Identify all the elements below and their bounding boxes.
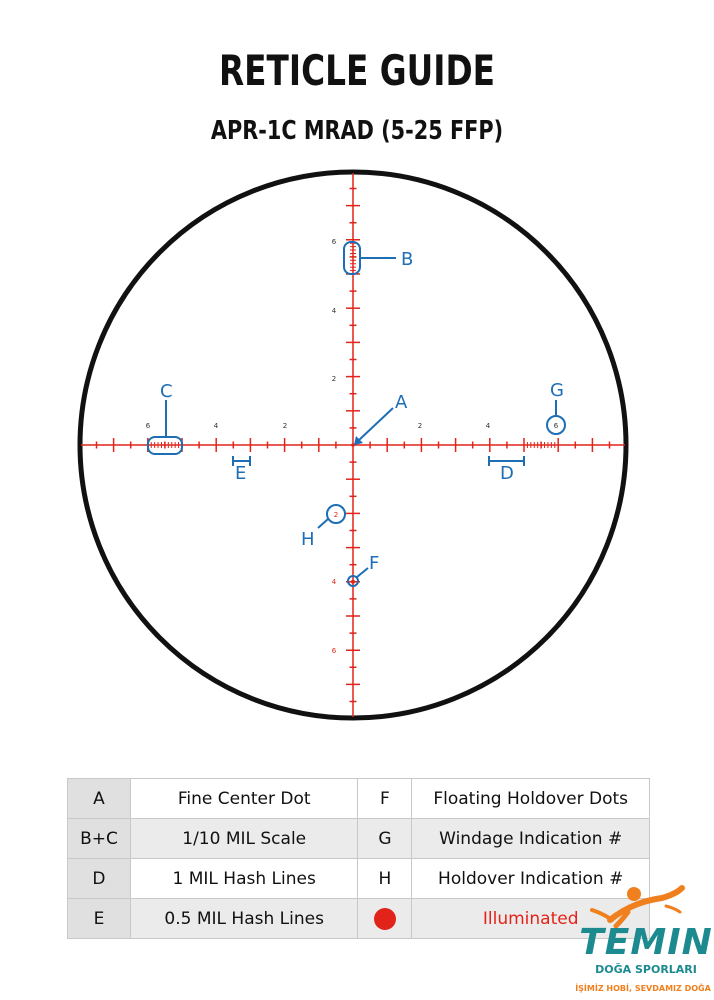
legend-key: A	[68, 779, 131, 819]
callout-a-leader	[358, 408, 393, 441]
legend-table	[67, 778, 650, 939]
legend-row	[68, 779, 650, 819]
scale-label-top-4: 4	[331, 307, 337, 315]
legend-description: 1/10 MIL Scale	[130, 819, 358, 859]
scale-label-left-4: 4	[213, 422, 219, 430]
illuminated-dot-cell	[358, 899, 412, 939]
windage-indicator-number: 6	[553, 422, 559, 430]
scale-label-top-2: 2	[331, 375, 337, 383]
callout-f-leader	[357, 568, 368, 577]
callout-letter-d: D	[500, 463, 514, 484]
callout-letter-g: G	[550, 380, 564, 401]
floating-holdover-dot	[351, 580, 355, 584]
callout-letter-h: H	[301, 529, 315, 550]
legend-description: Fine Center Dot	[130, 779, 358, 819]
logo-name: TEMIN	[579, 922, 713, 963]
callout-letter-f: F	[369, 553, 380, 574]
scale-label-left-2: 2	[282, 422, 288, 430]
callout-h-leader	[318, 519, 328, 528]
callout-letter-c: C	[160, 381, 173, 402]
page-title: RETICLE GUIDE	[218, 46, 496, 95]
scale-label-bottom-4: 4	[331, 578, 337, 586]
legend-description: 0.5 MIL Hash Lines	[130, 899, 358, 939]
legend-key: D	[68, 859, 131, 899]
legend-row	[68, 859, 650, 899]
scale-label-top-6: 6	[331, 238, 337, 246]
legend-row	[68, 819, 650, 859]
legend-key: E	[68, 899, 131, 939]
scale-label-bottom-6: 6	[331, 647, 337, 655]
legend-key: B+C	[68, 819, 131, 859]
callout-letter-b: B	[401, 249, 414, 270]
reticle-model-subtitle: APR-1C MRAD (5-25 FFP)	[210, 116, 504, 146]
callout-letters	[160, 249, 564, 574]
legend-description: Holdover Indication #	[412, 859, 650, 899]
callouts	[145, 242, 565, 586]
legend-key: F	[358, 779, 412, 819]
legend-description: 1 MIL Hash Lines	[130, 859, 358, 899]
logo-subtitle: DOĞA SPORLARI	[595, 963, 697, 976]
legend-description: Illuminated	[412, 899, 650, 939]
legend-key: H	[358, 859, 412, 899]
fine-center-dot	[351, 443, 355, 447]
callout-letter-e: E	[235, 463, 247, 484]
scale-label-right-2: 2	[417, 422, 423, 430]
legend-row	[68, 899, 650, 939]
illuminated-dot-icon	[374, 908, 396, 930]
holdover-indicator-number: 2	[333, 511, 339, 519]
scale-label-left-6: 6	[145, 422, 151, 430]
legend-key: G	[358, 819, 412, 859]
scale-label-right-4: 4	[485, 422, 491, 430]
legend-description: Floating Holdover Dots	[412, 779, 650, 819]
logo-slogan: İŞİMİZ HOBİ, SEVDAMIZ DOĞA	[575, 984, 711, 993]
callout-letter-a: A	[395, 392, 408, 413]
legend-description: Windage Indication #	[412, 819, 650, 859]
